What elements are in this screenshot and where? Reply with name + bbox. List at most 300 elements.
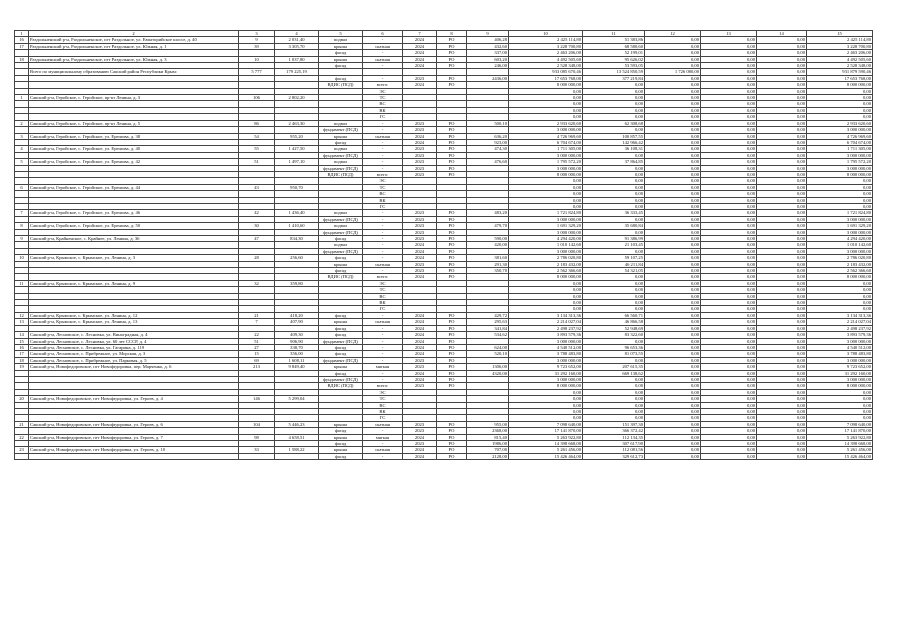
table-cell: Сакский р-н, Геройское, с. Геройское, ул. Ерешова, д. 42 bbox=[29, 159, 239, 165]
table-cell: скатная bbox=[363, 43, 403, 49]
table-cell: 0,00 bbox=[509, 95, 583, 101]
table-cell: Раздольненский р-н, Раздольненское, пгт Раздольное, ул. Евпаторийское шоссе, д. 40 bbox=[29, 37, 239, 43]
table-cell: 0,00 bbox=[583, 293, 645, 299]
table-cell: 0,00 bbox=[645, 120, 701, 126]
table-cell: РО bbox=[437, 441, 467, 447]
table-cell: 2 562 366,60 bbox=[509, 268, 583, 274]
table-cell: 0,00 bbox=[509, 203, 583, 209]
table-cell: 31 292 160,00 bbox=[807, 370, 873, 376]
col-number: 9 bbox=[467, 31, 509, 37]
table-cell: 2 463 206,00 bbox=[509, 50, 583, 56]
table-cell: скатная bbox=[363, 56, 403, 62]
table-cell: 2024 bbox=[403, 255, 437, 261]
col-number: 11 bbox=[583, 31, 645, 37]
table-cell: 4 492 505,60 bbox=[807, 56, 873, 62]
table-cell: 0,00 bbox=[757, 441, 807, 447]
table-cell: 0,00 bbox=[701, 37, 757, 43]
table-cell: Сакский р-н, Геройское, с. Геройское, ул. Ерешова, д. 44 bbox=[29, 184, 239, 190]
table-cell: 17 141 870,00 bbox=[509, 428, 583, 434]
table-cell: 0,00 bbox=[645, 319, 701, 325]
table-cell: 0,00 bbox=[583, 274, 645, 280]
table-cell: 0,00 bbox=[701, 453, 757, 459]
table-cell: 0,00 bbox=[583, 101, 645, 107]
table-cell: 3 134 313,36 bbox=[807, 312, 873, 318]
table-cell: 624,00 bbox=[467, 344, 509, 350]
table-cell: 0,00 bbox=[509, 178, 583, 184]
table-cell: РО bbox=[437, 325, 467, 331]
table-cell: 0,00 bbox=[509, 184, 583, 190]
table-cell: 2023 bbox=[403, 75, 437, 81]
table-cell: 35 680,84 bbox=[583, 223, 645, 229]
table-cell: 3 000 000,00 bbox=[509, 216, 583, 222]
table-cell: фундамент (ПСД) bbox=[319, 127, 363, 133]
table-cell: фасад bbox=[319, 63, 363, 69]
table-cell: 0,00 bbox=[807, 114, 873, 120]
table-cell: Сакский р-н, Геройское, с. Геройское, ул. Ерешова, д. 40 bbox=[29, 146, 239, 152]
table-cell: скатная bbox=[363, 421, 403, 427]
table-cell: 112 134,35 bbox=[583, 434, 645, 440]
table-cell: всего: bbox=[363, 274, 403, 280]
table-cell: 0,00 bbox=[645, 447, 701, 453]
table-cell: 18 bbox=[15, 56, 29, 62]
table-cell: 0,00 bbox=[583, 229, 645, 235]
table-cell: 33 bbox=[239, 447, 275, 453]
table-cell: 329 612,73 bbox=[583, 453, 645, 459]
table-cell: 0,00 bbox=[583, 280, 645, 286]
table-cell: 2023 bbox=[403, 146, 437, 152]
table-cell: 0,00 bbox=[701, 338, 757, 344]
table-cell: ЭС bbox=[363, 280, 403, 286]
table-cell: 246,00 bbox=[467, 63, 509, 69]
table-cell: 534,62 bbox=[467, 332, 509, 338]
table-cell: 0,00 bbox=[757, 50, 807, 56]
table-cell: 0,00 bbox=[757, 95, 807, 101]
table-cell: 0,00 bbox=[645, 114, 701, 120]
table-cell: 0,00 bbox=[757, 63, 807, 69]
table-cell: 0,00 bbox=[645, 268, 701, 274]
table-cell: 9 bbox=[239, 37, 275, 43]
table-cell: 0,00 bbox=[583, 389, 645, 395]
table-cell: 0,00 bbox=[757, 255, 807, 261]
table-cell: 0,00 bbox=[645, 171, 701, 177]
table-cell: ВК bbox=[363, 197, 403, 203]
table-cell: 36 108,31 bbox=[583, 146, 645, 152]
table-cell: фундамент (ПСД) bbox=[319, 248, 363, 254]
table-cell: 955,00 bbox=[467, 421, 509, 427]
table-cell: фундамент (ПСД) bbox=[319, 165, 363, 171]
table-cell: РО bbox=[437, 236, 467, 242]
table-cell: 0,00 bbox=[509, 107, 583, 113]
table-cell: 43 bbox=[239, 184, 275, 190]
table-cell: 53 593,05 bbox=[583, 63, 645, 69]
table-cell: 0,00 bbox=[701, 197, 757, 203]
table-cell: 21 bbox=[15, 421, 29, 427]
table-cell: крыша bbox=[319, 319, 363, 325]
table-cell: 104 bbox=[239, 421, 275, 427]
table-cell: 3 228 700,80 bbox=[509, 43, 583, 49]
table-cell: 0,00 bbox=[509, 287, 583, 293]
table-cell: крыша bbox=[319, 43, 363, 49]
table-cell: 2024 bbox=[403, 332, 437, 338]
table-cell: 0,00 bbox=[757, 229, 807, 235]
table-cell: ВДИС (ПСД) bbox=[319, 171, 363, 177]
table-cell: 3 000 000,00 bbox=[509, 165, 583, 171]
table-cell: 3 000 000,00 bbox=[807, 216, 873, 222]
table-cell: 4 540 512,00 bbox=[509, 344, 583, 350]
table-cell: 0,00 bbox=[645, 376, 701, 382]
table-cell: - bbox=[363, 370, 403, 376]
table-cell: ЭС bbox=[363, 389, 403, 395]
table-cell: 0,00 bbox=[645, 229, 701, 235]
table-cell: 0,00 bbox=[701, 88, 757, 94]
table-cell: 15 426 464,00 bbox=[807, 453, 873, 459]
table-cell: 2 463 206,00 bbox=[807, 50, 873, 56]
table-cell: 0,00 bbox=[645, 415, 701, 421]
table-cell bbox=[239, 453, 275, 459]
table-cell: 0,00 bbox=[807, 306, 873, 312]
table-cell: 0,00 bbox=[757, 191, 807, 197]
table-cell: 0,00 bbox=[807, 95, 873, 101]
table-cell: 0,00 bbox=[645, 43, 701, 49]
table-cell: 2023 bbox=[403, 236, 437, 242]
table-cell: 2 183 432,00 bbox=[509, 261, 583, 267]
table-cell: ГС bbox=[363, 203, 403, 209]
table-cell: РО bbox=[437, 50, 467, 56]
table-cell: 1 bbox=[15, 95, 29, 101]
table-cell: 0,00 bbox=[757, 268, 807, 274]
table-cell: 0,00 bbox=[645, 338, 701, 344]
table-cell: 4 726 969,60 bbox=[509, 133, 583, 139]
table-cell: 0,00 bbox=[701, 133, 757, 139]
table-cell: 2024 bbox=[403, 242, 437, 248]
table-cell: 0,00 bbox=[701, 50, 757, 56]
table-cell: 11 bbox=[15, 280, 29, 286]
table-cell: - bbox=[363, 63, 403, 69]
table-cell: 81 073,55 bbox=[583, 351, 645, 357]
col-number: 8 bbox=[437, 31, 467, 37]
table-cell: ВДИС (ПСД) bbox=[319, 82, 363, 88]
table-cell: 100 857,55 bbox=[583, 133, 645, 139]
table-cell: 0,00 bbox=[701, 139, 757, 145]
table-cell: 0,00 bbox=[757, 421, 807, 427]
table-cell bbox=[29, 453, 239, 459]
table-cell: 0,00 bbox=[645, 261, 701, 267]
table-cell: РО bbox=[437, 248, 467, 254]
table-cell: 2024 bbox=[403, 248, 437, 254]
table-cell: 2023 bbox=[403, 223, 437, 229]
table-cell: 21 bbox=[239, 312, 275, 318]
table-cell: 0,00 bbox=[583, 306, 645, 312]
table-cell: 0,00 bbox=[645, 421, 701, 427]
table-cell: 2024 bbox=[403, 351, 437, 357]
table-cell: 0,00 bbox=[645, 210, 701, 216]
table-cell: РО bbox=[437, 133, 467, 139]
table-cell: 0,00 bbox=[757, 88, 807, 94]
table-cell: 0,00 bbox=[583, 408, 645, 414]
table-cell: 2128,00 bbox=[467, 453, 509, 459]
table-cell: 0,00 bbox=[509, 101, 583, 107]
table-cell: 0,00 bbox=[509, 415, 583, 421]
table-cell: РО bbox=[437, 344, 467, 350]
table-cell: 1 795 572,20 bbox=[807, 159, 873, 165]
table-cell: 0,00 bbox=[645, 56, 701, 62]
table-cell: ТС bbox=[363, 396, 403, 402]
table-cell: 2024 bbox=[403, 447, 437, 453]
table-cell: 0,00 bbox=[757, 287, 807, 293]
table-cell: 47 bbox=[239, 236, 275, 242]
table-cell: 2024 bbox=[403, 453, 437, 459]
table-cell: 0,00 bbox=[757, 43, 807, 49]
table-cell: 19 bbox=[15, 364, 29, 370]
table-cell: 4 294 420,00 bbox=[807, 236, 873, 242]
table-cell: - bbox=[363, 338, 403, 344]
table-cell: 3 000 000,00 bbox=[807, 357, 873, 363]
table-cell: 2 528 348,00 bbox=[807, 63, 873, 69]
table-cell: 2023 bbox=[403, 383, 437, 389]
table-cell: подвал bbox=[319, 210, 363, 216]
table-cell: 2024 bbox=[403, 344, 437, 350]
table-cell: скатная bbox=[363, 319, 403, 325]
table-cell: 4 bbox=[15, 146, 29, 152]
table-cell: крыша bbox=[319, 421, 363, 427]
table-cell: РО bbox=[437, 319, 467, 325]
table-cell: - bbox=[363, 159, 403, 165]
table-cell: 669 138,62 bbox=[583, 370, 645, 376]
table-cell: 16 bbox=[15, 37, 29, 43]
table-cell: 2023 bbox=[403, 120, 437, 126]
table-cell: РО bbox=[437, 171, 467, 177]
table-cell: 0,00 bbox=[807, 184, 873, 190]
table-cell: 207 615,35 bbox=[583, 364, 645, 370]
table-cell: 0,00 bbox=[807, 191, 873, 197]
table-cell: 1 436,40 bbox=[275, 210, 319, 216]
table-cell: РО bbox=[437, 447, 467, 453]
table-cell: 23 bbox=[15, 447, 29, 453]
table-cell: - bbox=[363, 242, 403, 248]
table-cell: 0,00 bbox=[583, 287, 645, 293]
table-cell: 356,00 bbox=[275, 351, 319, 357]
table-cell: РО bbox=[437, 120, 467, 126]
table-cell: РО bbox=[437, 229, 467, 235]
table-cell: 2024 bbox=[403, 43, 437, 49]
table-cell: 54 321,05 bbox=[583, 268, 645, 274]
table-cell: ГС bbox=[363, 306, 403, 312]
table-cell: 3 000 000,00 bbox=[807, 338, 873, 344]
table-cell: Сакский р-н, Лесновское, с. Лесновка, ул. 60 лет СССР, д. 4 bbox=[29, 338, 239, 344]
table-cell: 10 bbox=[15, 255, 29, 261]
table-cell: фасад bbox=[319, 332, 363, 338]
table-cell: 3 000 000,00 bbox=[807, 229, 873, 235]
table-cell: ВК bbox=[363, 408, 403, 414]
table-cell: 2 214 027,04 bbox=[807, 319, 873, 325]
table-cell: крыша bbox=[319, 447, 363, 453]
table-cell: Сакский р-н, Геройское, с. Геройское, пр-кт Ленина, д. 3 bbox=[29, 95, 239, 101]
table-cell: 2 933 620,60 bbox=[509, 120, 583, 126]
table-cell: 2024 bbox=[403, 133, 437, 139]
table-cell: 22 bbox=[239, 332, 275, 338]
table-cell: 8 000 000,00 bbox=[509, 82, 583, 88]
table-cell: 2024 bbox=[403, 312, 437, 318]
table-cell: 2 498 237,92 bbox=[807, 325, 873, 331]
table-cell: Сакский р-н, Геройское, с. Геройское, ул. Ерешова, д. 50 bbox=[29, 223, 239, 229]
table-cell: 0,00 bbox=[509, 197, 583, 203]
table-cell: 3 000 000,00 bbox=[509, 376, 583, 382]
table-cell: 0,00 bbox=[757, 332, 807, 338]
table-cell: 0,00 bbox=[757, 364, 807, 370]
table-cell: ТС bbox=[363, 184, 403, 190]
table-cell: Сакский р-н, Геройское, с. Геройское, ул. Ерешова, д. 38 bbox=[29, 133, 239, 139]
table-cell: 0,00 bbox=[757, 107, 807, 113]
table-cell: 0,00 bbox=[701, 191, 757, 197]
table-cell: 906,90 bbox=[275, 338, 319, 344]
table-cell: фасад bbox=[319, 312, 363, 318]
table-cell: 341,84 bbox=[467, 325, 509, 331]
table-cell: 3 bbox=[15, 133, 29, 139]
table-cell: 0,00 bbox=[701, 319, 757, 325]
table-cell: 37 864,85 bbox=[583, 159, 645, 165]
table-cell: 2 933 620,60 bbox=[807, 120, 873, 126]
table-cell: 2024 bbox=[403, 63, 437, 69]
table-cell: 0,00 bbox=[509, 293, 583, 299]
table-cell: крыша bbox=[319, 56, 363, 62]
table-cell: 337,00 bbox=[467, 50, 509, 56]
table-cell: РО bbox=[437, 357, 467, 363]
table-cell: 3 000 000,00 bbox=[807, 165, 873, 171]
table-cell: 0,00 bbox=[645, 402, 701, 408]
table-cell: 0,00 bbox=[645, 364, 701, 370]
table-cell: 21 103,45 bbox=[583, 242, 645, 248]
table-cell: 520,10 bbox=[467, 351, 509, 357]
table-cell: ВС bbox=[363, 101, 403, 107]
table-cell: 0,00 bbox=[757, 236, 807, 242]
table-cell: 0,00 bbox=[757, 120, 807, 126]
table-cell: 1 588,22 bbox=[275, 447, 319, 453]
table-cell: 17 bbox=[15, 351, 29, 357]
table-cell: 0,00 bbox=[807, 101, 873, 107]
table-cell: РО bbox=[437, 223, 467, 229]
table-cell: 0,00 bbox=[807, 203, 873, 209]
table-cell: 1 010 142,60 bbox=[509, 242, 583, 248]
table-cell: 0,00 bbox=[757, 306, 807, 312]
table-cell: крыша bbox=[319, 434, 363, 440]
table-cell: 0,00 bbox=[757, 165, 807, 171]
table-cell: 2024 bbox=[403, 319, 437, 325]
table-cell: 2 425 114,80 bbox=[509, 37, 583, 43]
table-cell: 2024 bbox=[403, 274, 437, 280]
table-cell: 0,00 bbox=[757, 197, 807, 203]
table-cell: 3 000 000,00 bbox=[807, 376, 873, 382]
table-cell: - bbox=[363, 165, 403, 171]
table-cell: 2024 bbox=[403, 56, 437, 62]
table-cell: 4 294 420,00 bbox=[509, 236, 583, 242]
table-cell: 7 bbox=[239, 319, 275, 325]
table-cell: 0,00 bbox=[757, 101, 807, 107]
table-cell: 0,00 bbox=[757, 184, 807, 190]
table-cell: ГС bbox=[363, 415, 403, 421]
table-cell: 377 219,84 bbox=[583, 75, 645, 81]
table-cell: 0,00 bbox=[645, 312, 701, 318]
table-cell: 2024 bbox=[403, 37, 437, 43]
table-cell: 3 134 313,36 bbox=[509, 312, 583, 318]
table-cell: 0,00 bbox=[757, 242, 807, 248]
table-cell: 0,00 bbox=[583, 248, 645, 254]
table-cell: фасад bbox=[319, 325, 363, 331]
table-cell: 0,00 bbox=[645, 300, 701, 306]
table-cell: подвал bbox=[319, 37, 363, 43]
table-cell: 69 bbox=[239, 357, 275, 363]
table-cell: 2023 bbox=[403, 216, 437, 222]
table-cell: 366 372,42 bbox=[583, 428, 645, 434]
table-cell: 4320,00 bbox=[467, 370, 509, 376]
table-cell: 179 225,19 bbox=[275, 69, 319, 75]
table-cell: 0,00 bbox=[509, 306, 583, 312]
table-cell: 2023 bbox=[403, 171, 437, 177]
table-cell: 2023 bbox=[403, 357, 437, 363]
table-cell: 0,00 bbox=[583, 357, 645, 363]
table-cell: Раздольненский р-н, Раздольненское, пгт Раздольное, ул. Южная, д. 3 bbox=[29, 56, 239, 62]
table-cell: - bbox=[363, 75, 403, 81]
table-cell: 1 010 142,60 bbox=[807, 242, 873, 248]
table-cell: РО bbox=[437, 268, 467, 274]
table-cell: 0,00 bbox=[645, 344, 701, 350]
table-cell: 98 bbox=[239, 434, 275, 440]
table-cell: - bbox=[363, 428, 403, 434]
table-cell: 0,00 bbox=[757, 300, 807, 306]
table-cell bbox=[275, 453, 319, 459]
table-cell: 0,00 bbox=[757, 325, 807, 331]
table-cell: 0,00 bbox=[757, 357, 807, 363]
table-cell: 4 726 969,60 bbox=[807, 133, 873, 139]
table-cell: РО bbox=[437, 428, 467, 434]
table-cell: 5 299,04 bbox=[275, 396, 319, 402]
table-cell: 0,00 bbox=[701, 434, 757, 440]
table-cell: 0,00 bbox=[701, 274, 757, 280]
table-cell: - bbox=[363, 351, 403, 357]
table-cell: РО bbox=[437, 312, 467, 318]
table-cell: Раздольненский р-н, Раздольненское, пгт Раздольное, ул. Южная, д. 1 bbox=[29, 43, 239, 49]
table-cell: Сакский р-н, Крымское, с. Крымское, ул. Ленина, д. 12 bbox=[29, 312, 239, 318]
table-cell: 112 081,56 bbox=[583, 447, 645, 453]
table-cell: 62 308,68 bbox=[583, 120, 645, 126]
table-cell: 0,00 bbox=[757, 127, 807, 133]
table-cell: ВС bbox=[363, 402, 403, 408]
table-cell: 950,70 bbox=[275, 184, 319, 190]
table-cell: всего: bbox=[363, 171, 403, 177]
table-cell: 0,00 bbox=[757, 248, 807, 254]
table-cell: 0,00 bbox=[701, 441, 757, 447]
table-cell: 603,20 bbox=[467, 56, 509, 62]
table-cell: 2023 bbox=[403, 428, 437, 434]
table-cell: 55 bbox=[239, 146, 275, 152]
table-cell: 0,00 bbox=[645, 351, 701, 357]
table-cell: 0,00 bbox=[757, 402, 807, 408]
table-cell: 0,00 bbox=[645, 236, 701, 242]
table-cell: 8 000 000,00 bbox=[807, 274, 873, 280]
table-cell: 0,00 bbox=[583, 165, 645, 171]
table-cell: 0,00 bbox=[645, 223, 701, 229]
table-cell: 0,00 bbox=[757, 171, 807, 177]
table-cell: 17 653 768,00 bbox=[509, 75, 583, 81]
table-cell: 0,00 bbox=[645, 165, 701, 171]
table-cell: 15 bbox=[15, 338, 29, 344]
table-cell: 3 788 483,80 bbox=[509, 351, 583, 357]
table-cell: 0,00 bbox=[645, 441, 701, 447]
table-cell: 0,00 bbox=[701, 82, 757, 88]
table-cell: 0,00 bbox=[645, 133, 701, 139]
table-cell: фундамент (ПСД) bbox=[319, 376, 363, 382]
table-cell: 0,00 bbox=[757, 159, 807, 165]
table-cell: 0,00 bbox=[509, 280, 583, 286]
